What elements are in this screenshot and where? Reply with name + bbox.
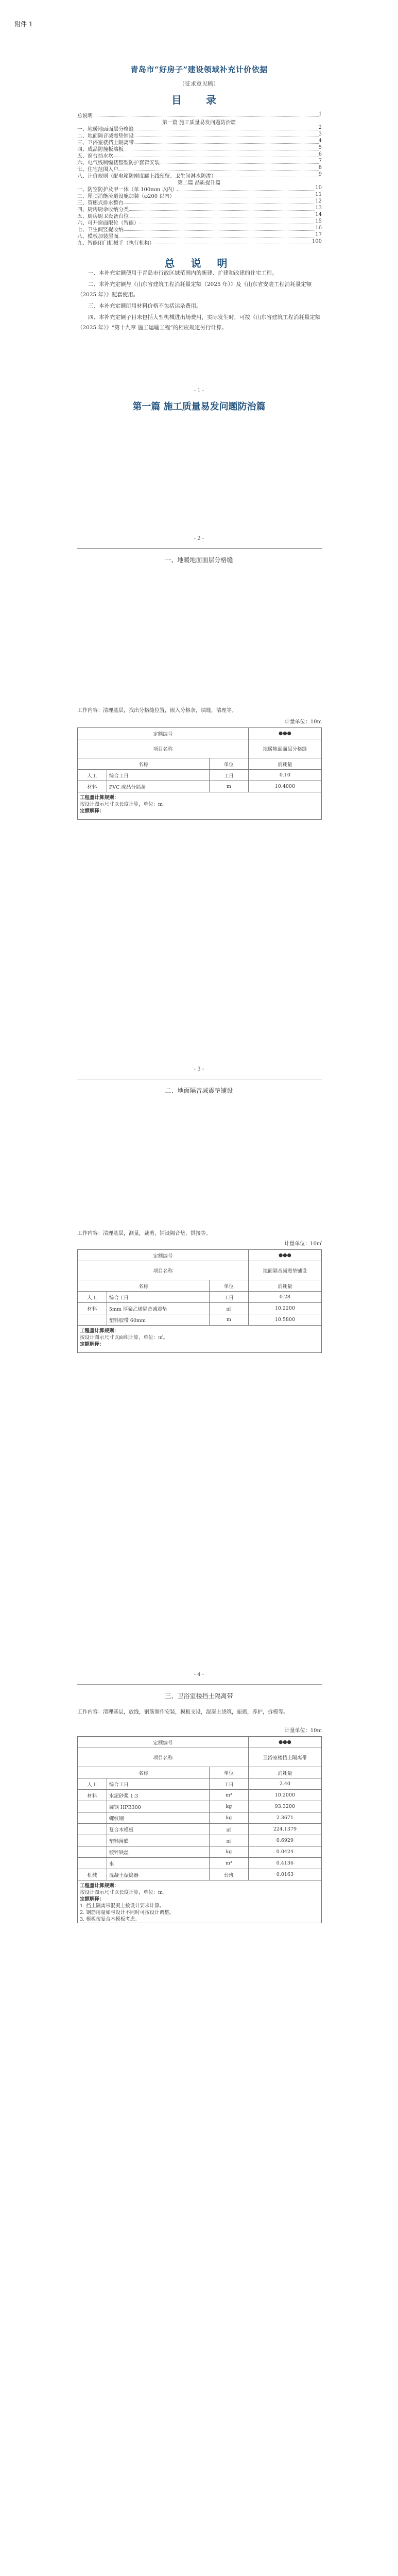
usage-heading: 定额解释： <box>80 1342 105 1347</box>
toc-leader <box>154 239 312 244</box>
table-row <box>78 1801 322 1812</box>
row-qty: 0.10 <box>248 770 321 781</box>
toc-entry-label: 三、卫浴室楼挡土隔离带 <box>77 140 134 146</box>
toc-leader <box>134 125 319 130</box>
toc-leader <box>216 172 319 177</box>
row-qty: 10.2000 <box>248 1790 321 1801</box>
calculation-rules <box>78 792 322 820</box>
row-unit: ㎡ <box>209 1835 248 1846</box>
toc-part-heading: 第一篇 施工质量易发问题防治篇 <box>162 120 236 126</box>
toc-entry-page: 9 <box>318 172 322 177</box>
row-name: 塑料胶带 60mm <box>107 1314 209 1326</box>
row-qty: 0.4136 <box>248 1858 321 1869</box>
page-number: - 3 - <box>194 1066 204 1072</box>
code-label: 定额编号 <box>78 1250 249 1261</box>
measure-unit: 计量单位：10m <box>284 719 322 725</box>
table-row <box>78 1314 322 1326</box>
row-name: 水 <box>107 1858 209 1869</box>
row-name: 圆钢 HPB300 <box>107 1801 209 1812</box>
item-label: 项目名称 <box>78 1261 249 1280</box>
toc-entry-label: 一、地暖地面面层分格缝 <box>77 127 134 132</box>
row-name: 混凝土振捣器 <box>107 1869 209 1880</box>
table-row <box>78 1835 322 1846</box>
rules-heading: 工程量计算规则： <box>80 1328 119 1334</box>
row-name: 综合工日 <box>107 770 209 781</box>
section-title: 二、地面隔音减震垫铺设 <box>165 1087 233 1094</box>
toc-leader <box>118 165 319 171</box>
row-unit: 工日 <box>209 1778 248 1790</box>
row-unit: m³ <box>209 1790 248 1801</box>
toc-entry-page: 11 <box>315 192 322 197</box>
row-qty: 2.40 <box>248 1778 321 1790</box>
row-name: 镀锌铁丝 <box>107 1846 209 1858</box>
section-title: 三、卫浴室楼挡土隔离带 <box>165 1692 233 1700</box>
table-row <box>78 770 322 781</box>
toc-entry-label: 七、卫生间竖提收纳 <box>77 227 124 233</box>
toc-entry[interactable] <box>77 239 322 246</box>
quota-table <box>77 1249 322 1353</box>
row-name: 螺纹钢 <box>107 1812 209 1824</box>
toc-entry-label: 三、管廊式排水整台 <box>77 200 124 206</box>
toc-entry-page: 3 <box>318 131 322 137</box>
usage-heading: 定额解释： <box>80 808 105 814</box>
row-category <box>78 1824 107 1835</box>
code-row <box>78 1250 322 1261</box>
toc-leader <box>160 158 319 164</box>
table-row <box>78 1292 322 1303</box>
rules-row <box>78 1326 322 1353</box>
toc-entry-label: 四、厨房厨余收纳分类 <box>77 207 129 213</box>
row-qty: 10.5800 <box>248 1314 321 1326</box>
row-unit: m <box>209 1314 248 1326</box>
toc-part-heading: 第二篇 品质提升篇 <box>177 180 221 186</box>
column-header-unit: 单位 <box>209 1767 248 1778</box>
general-paragraph: 一、本补充定额使用于青岛市行政区域范围内的新建、扩建和改建的住宅工程。 <box>88 270 278 276</box>
toc-entry-label: 五、窗台挡水坎 <box>77 154 113 159</box>
toc-leader <box>124 198 315 204</box>
toc-entry-label: 二、地面隔音减震垫铺设 <box>77 133 134 139</box>
row-name: 综合工日 <box>107 1778 209 1790</box>
toc-entry-page: 5 <box>318 145 322 150</box>
attachment-label: 附件 1 <box>14 21 33 28</box>
column-header-qty: 消耗量 <box>248 1767 321 1778</box>
row-category: 人工 <box>78 770 107 781</box>
general-paragraph: 三、本补充定额所用材料价格不包括运杂费用。 <box>88 303 202 309</box>
toc-entry-page: 10 <box>315 185 322 191</box>
row-name: 5mm 厚聚乙烯隔音减震垫 <box>107 1303 209 1314</box>
row-qty: 10.2200 <box>248 1303 321 1314</box>
row-qty: 93.3200 <box>248 1801 321 1812</box>
table-row <box>78 781 322 792</box>
work-content: 工作内容：清理基层，找出分格缝位置，嵌入分格条，填缝，清理等。 <box>77 708 237 714</box>
row-qty: 0.6929 <box>248 1835 321 1846</box>
toc-entry-label: 八、计价规则（配电箱防刚度罐上线预留、卫生间淋水防渗） <box>77 174 216 179</box>
rules-text: 按设计图示尺寸以长度计算，单位：m。 <box>80 802 168 807</box>
row-unit: 台班 <box>209 1869 248 1880</box>
table-row <box>78 1858 322 1869</box>
toc-entry-page: 1 <box>318 111 322 117</box>
toc-leader <box>129 212 315 217</box>
row-name: PVC 成品分隔条 <box>107 781 209 792</box>
toc-entry-page: 16 <box>315 225 322 231</box>
toc-leader <box>124 225 315 231</box>
toc-leader <box>134 131 319 137</box>
toc-entry-label: 九、智能闭门机械手（执行机构） <box>77 241 154 246</box>
measure-unit: 计量单位：10m <box>284 1728 322 1734</box>
rules-row <box>78 1880 322 1923</box>
code-label: 定额编号 <box>78 728 249 739</box>
row-unit: kg <box>209 1801 248 1812</box>
toc-leader <box>177 185 315 191</box>
row-name: 综合工日 <box>107 1292 209 1303</box>
calculation-rules <box>78 1326 322 1353</box>
toc-entry-label: 六、可开窗面限位（智能） <box>77 221 139 226</box>
row-category <box>78 1314 107 1326</box>
row-category: 材料 <box>78 1303 107 1314</box>
table-row <box>78 1812 322 1824</box>
column-header-row <box>78 758 322 770</box>
code-row <box>78 1737 322 1748</box>
row-category <box>78 1801 107 1812</box>
code-value: ●●● <box>248 1250 321 1261</box>
row-category: 人工 <box>78 1778 107 1790</box>
page-number: - 4 - <box>194 1672 204 1677</box>
row-name: 塑料薄膜 <box>107 1835 209 1846</box>
quota-table <box>77 727 322 820</box>
toc-leader <box>134 138 319 144</box>
table-row <box>78 1869 322 1880</box>
toc-entry-page: 12 <box>315 198 322 204</box>
work-content: 工作内容：清理基层，测量，裁剪，铺设隔音垫，搭接等。 <box>77 1231 211 1236</box>
toc-entry-label: 四、成品防撞板墙板 <box>77 147 124 152</box>
row-qty: 10.4000 <box>248 781 321 792</box>
column-header-name: 名称 <box>78 1767 210 1778</box>
row-unit: ㎡ <box>209 1303 248 1314</box>
code-row <box>78 728 322 739</box>
row-category <box>78 1858 107 1869</box>
calculation-rules <box>78 1880 322 1923</box>
rules-text: 按设计图示尺寸以长度计算，单位：m。 <box>80 1890 168 1895</box>
toc-leader <box>175 192 315 197</box>
toc-leader <box>93 111 319 117</box>
row-unit: m <box>209 781 248 792</box>
item-name: 地面隔音减震垫铺设 <box>248 1261 321 1280</box>
code-label: 定额编号 <box>78 1737 249 1748</box>
column-header-qty: 消耗量 <box>248 758 321 770</box>
row-qty: 0.0163 <box>248 1869 321 1880</box>
divider <box>77 1684 322 1685</box>
toc-leader <box>113 151 319 157</box>
row-name: 水泥砂浆 1:3 <box>107 1790 209 1801</box>
work-content: 工作内容：清理基层，放线，钢筋制作安装，模板支设，混凝土浇筑，振捣，养护，拆模等。 <box>77 1709 288 1715</box>
code-value: ●●● <box>248 1737 321 1748</box>
toc-entry-page: 15 <box>315 218 322 224</box>
row-unit: kg <box>209 1846 248 1858</box>
row-category <box>78 1812 107 1824</box>
row-category: 人工 <box>78 1292 107 1303</box>
usage-text: 1. 挡土隔离带混凝土按设计要求计算。 <box>80 1903 165 1909</box>
item-name: 地暖地面面层分格缝 <box>248 739 321 758</box>
column-header-name: 名称 <box>78 758 210 770</box>
section-title: 一、地暖地面面层分格缝 <box>165 556 233 564</box>
row-qty: 224.1379 <box>248 1824 321 1835</box>
rules-heading: 工程量计算规则： <box>80 795 119 801</box>
quota-table <box>77 1736 322 1923</box>
row-category <box>78 1846 107 1858</box>
table-row <box>78 1846 322 1858</box>
column-header-qty: 消耗量 <box>248 1280 321 1292</box>
item-row <box>78 1261 322 1280</box>
row-qty: 0.0424 <box>248 1846 321 1858</box>
toc-entry-label: 五、厨房厨卫设备台位 <box>77 214 129 219</box>
row-qty: 0.28 <box>248 1292 321 1303</box>
toc-entry-label: 一、防空防护及甲一体（单 100mm 以内） <box>77 187 178 193</box>
toc-entry-page: 100 <box>312 239 322 244</box>
toc-leader <box>139 218 315 224</box>
code-value: ●●● <box>248 728 321 739</box>
rules-row <box>78 792 322 820</box>
document-subtitle: （征求意见稿） <box>179 80 219 87</box>
toc-entry-page: 17 <box>315 232 322 238</box>
toc-entry-label: 七、住宅范围入户 <box>77 167 118 173</box>
toc-entry-page: 14 <box>315 212 322 217</box>
toc-entry-page: 2 <box>318 125 322 130</box>
item-row <box>78 1748 322 1767</box>
column-header-row <box>78 1280 322 1292</box>
row-unit: ㎡ <box>209 1824 248 1835</box>
row-category: 材料 <box>78 781 107 792</box>
usage-heading: 定额解释： <box>80 1896 105 1902</box>
toc-entry-label: 六、电气线制缆楼整型防护套管安装 <box>77 160 160 166</box>
item-label: 项目名称 <box>78 739 249 758</box>
row-category <box>78 1835 107 1846</box>
toc-leader <box>129 205 315 211</box>
item-label: 项目名称 <box>78 1748 249 1767</box>
rules-heading: 工程量计算规则： <box>80 1883 119 1889</box>
usage-text: 2. 钢筋用量如与设计不同时可按设计调整。 <box>80 1910 175 1916</box>
row-unit: m³ <box>209 1858 248 1869</box>
toc-entry-page: 6 <box>318 151 322 157</box>
divider <box>77 548 322 549</box>
toc-entry-label: 二、屋顶消能流道设施加装（φ200 以内） <box>77 194 175 199</box>
general-paragraph: 四、本补充定额子目未包括大型机械进出场费用，实际发生时，可按《山东省建筑工程消耗量定额（2025 年）》“第十九章 施工运输工程”的相应规定另行计算。 <box>77 314 321 331</box>
row-unit: 工日 <box>209 1292 248 1303</box>
toc-entry-page: 13 <box>315 205 322 211</box>
row-qty: 2.3671 <box>248 1812 321 1824</box>
toc-leader <box>118 232 315 238</box>
page-number: - 2 - <box>194 536 204 541</box>
toc-leader <box>124 145 319 150</box>
toc-heading: 目 录 <box>171 94 227 106</box>
row-unit: kg <box>209 1812 248 1824</box>
row-category: 机械 <box>78 1869 107 1880</box>
rules-text: 按设计图示尺寸以面积计算，单位：㎡。 <box>80 1335 168 1341</box>
toc-entry-page: 8 <box>318 165 322 171</box>
table-row <box>78 1824 322 1835</box>
column-header-unit: 单位 <box>209 1280 248 1292</box>
row-unit: 工日 <box>209 770 248 781</box>
measure-unit: 计量单位：10㎡ <box>284 1241 322 1247</box>
row-name: 复合木模板 <box>107 1824 209 1835</box>
part1-title: 第一篇 施工质量易发问题防治篇 <box>132 401 266 412</box>
item-name: 卫浴室楼挡土隔离带 <box>248 1748 321 1767</box>
usage-text: 3. 模板按复合木模板考虑。 <box>80 1917 140 1922</box>
page-number: - 1 - <box>194 388 204 394</box>
column-header-name: 名称 <box>78 1280 210 1292</box>
table-row <box>78 1790 322 1801</box>
toc-entry-label: 总说明 <box>77 113 93 119</box>
toc-entry-page: 7 <box>318 158 322 164</box>
column-header-unit: 单位 <box>209 758 248 770</box>
general-notes-heading: 总 说 明 <box>164 257 234 269</box>
toc-entry-label: 八、模板加装屋面 <box>77 234 118 240</box>
document-title: 青岛市“好房子”建设领域补充计价依据 <box>130 65 268 74</box>
item-row <box>78 739 322 758</box>
general-paragraph: 二、本补充定额与《山东省建筑工程消耗量定额（2025 年）》及《山东省安装工程消耗量定额（2025 年）》配套使用。 <box>77 281 312 298</box>
table-row <box>78 1303 322 1314</box>
row-category: 材料 <box>78 1790 107 1801</box>
table-row <box>78 1778 322 1790</box>
column-header-row <box>78 1767 322 1778</box>
toc-entry-page: 4 <box>318 138 322 144</box>
